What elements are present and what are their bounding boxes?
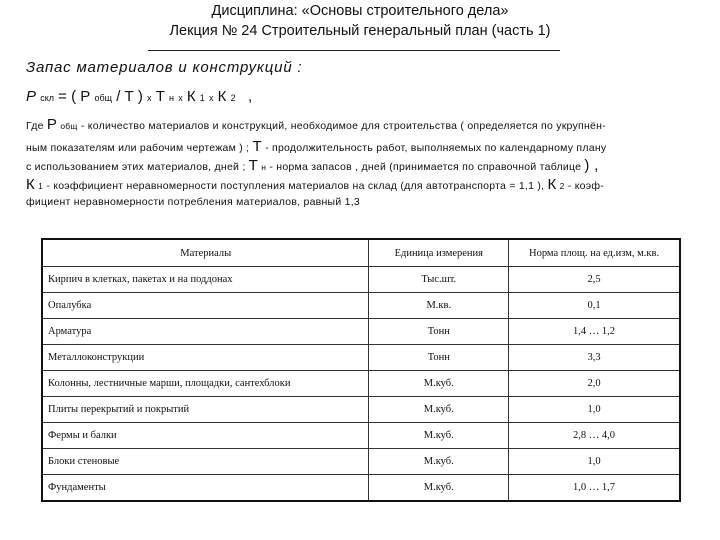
description-line-1 (26, 116, 706, 133)
table-row (42, 397, 680, 423)
desc-k2-sub: 2 (559, 181, 565, 191)
cell-material: Опалубка (42, 293, 369, 319)
cell-material: Фундаменты (42, 475, 369, 502)
formula-k2: К (217, 88, 227, 105)
desc-p: Р (46, 116, 58, 133)
description-line-4 (26, 176, 706, 193)
cell-material: Металлоконструкции (42, 345, 369, 371)
desc-line1-text: - количество материалов и конструкций, необходимое для строительства ( определяется по укрупнён- (80, 120, 606, 132)
table-row (42, 267, 680, 293)
table-row (42, 371, 680, 397)
formula-times-1: х (147, 93, 152, 103)
desc-line2-rest: - продолжительность работ, выполняемых по календарному плану (265, 142, 607, 154)
desc-k1-sub: 1 (38, 181, 44, 191)
formula-times-3: х (208, 93, 214, 103)
table-row (42, 475, 680, 502)
desc-line3-rest: - норма запасов , дней (принимается по справочной таблице (269, 161, 582, 173)
header-divider (148, 50, 560, 51)
desc-t: Т (252, 138, 262, 155)
formula-sub-skl: скл (40, 93, 54, 103)
formula-comma: , (247, 88, 253, 105)
cell-unit: Тонн (369, 319, 509, 345)
cell-norm: 2,5 (509, 267, 680, 293)
cell-norm: 3,3 (509, 345, 680, 371)
column-header-unit: Единица измерения (369, 239, 509, 267)
desc-line3-text: с использованием этих материалов, дней ; (26, 161, 246, 173)
desc-k2: К (547, 176, 557, 193)
cell-material: Кирпич в клетках, пакетах и на поддонах (42, 267, 369, 293)
table-row (42, 423, 680, 449)
desc-line3-end: ) , (584, 157, 599, 174)
cell-material: Блоки стеновые (42, 449, 369, 475)
table-row (42, 345, 680, 371)
cell-unit: М.куб. (369, 475, 509, 502)
table-row (42, 449, 680, 475)
desc-line4-rest: - коэф- (567, 180, 604, 192)
column-header-norm: Норма площ. на ед.изм, м.кв. (509, 239, 680, 267)
formula-sub-1: 1 (199, 93, 205, 103)
formula-sub-n: н (169, 93, 175, 103)
cell-norm: 1,0 (509, 397, 680, 423)
cell-material: Фермы и балки (42, 423, 369, 449)
cell-unit: М.куб. (369, 397, 509, 423)
cell-unit: М.куб. (369, 371, 509, 397)
header-discipline: Дисциплина: «Основы строительного дела» (211, 3, 509, 19)
formula-eq-open: = ( Р (58, 88, 91, 105)
formula (26, 88, 252, 105)
formula-sub-obsh: общ (94, 93, 113, 103)
table-row (42, 293, 680, 319)
table-header-row (42, 239, 680, 267)
cell-unit: М.куб. (369, 449, 509, 475)
header-lecture: Лекция № 24 Строительный генеральный план (часть 1) (169, 23, 551, 39)
desc-tn-sub: н (261, 162, 267, 172)
cell-norm: 1,0 … 1,7 (509, 475, 680, 502)
cell-unit: М.куб. (369, 423, 509, 449)
desc-k1: К (26, 176, 35, 193)
cell-material: Плиты перекрытий и покрытий (42, 397, 369, 423)
desc-tn: Т (248, 157, 259, 174)
desc-line4-text: - коэффициент неравномерности поступления материалов на склад (для автотранспорта = 1,1 ), (46, 180, 545, 192)
description-line-2 (26, 138, 706, 155)
cell-norm: 2,8 … 4,0 (509, 423, 680, 449)
table-row (42, 319, 680, 345)
cell-material: Арматура (42, 319, 369, 345)
column-header-materials: Материалы (42, 239, 369, 267)
cell-norm: 1,4 … 1,2 (509, 319, 680, 345)
description-line-3 (26, 157, 706, 174)
cell-norm: 0,1 (509, 293, 680, 319)
formula-times-2: х (178, 93, 183, 103)
formula-sub-2: 2 (230, 93, 236, 103)
desc-line2-text: ным показателям или рабочим чертежам ) ; (26, 142, 250, 154)
desc-p-sub: общ (60, 121, 78, 131)
formula-p: Р (26, 88, 37, 105)
desc-where: Где (26, 120, 44, 132)
cell-material: Колонны, лестничные марши, площадки, сантехблоки (42, 371, 369, 397)
materials-table (41, 238, 681, 502)
cell-unit: Тыс.шт. (369, 267, 509, 293)
formula-t: Т (155, 88, 165, 105)
cell-unit: М.кв. (369, 293, 509, 319)
cell-unit: Тонн (369, 345, 509, 371)
description-line-5: фициент неравномерности потребления материалов, равный 1,3 (26, 196, 360, 208)
cell-norm: 2,0 (509, 371, 680, 397)
cell-norm: 1,0 (509, 449, 680, 475)
formula-k1: К (186, 88, 196, 105)
section-title: Запас материалов и конструкций : (26, 59, 303, 76)
formula-div-t: / Т ) (116, 88, 143, 105)
